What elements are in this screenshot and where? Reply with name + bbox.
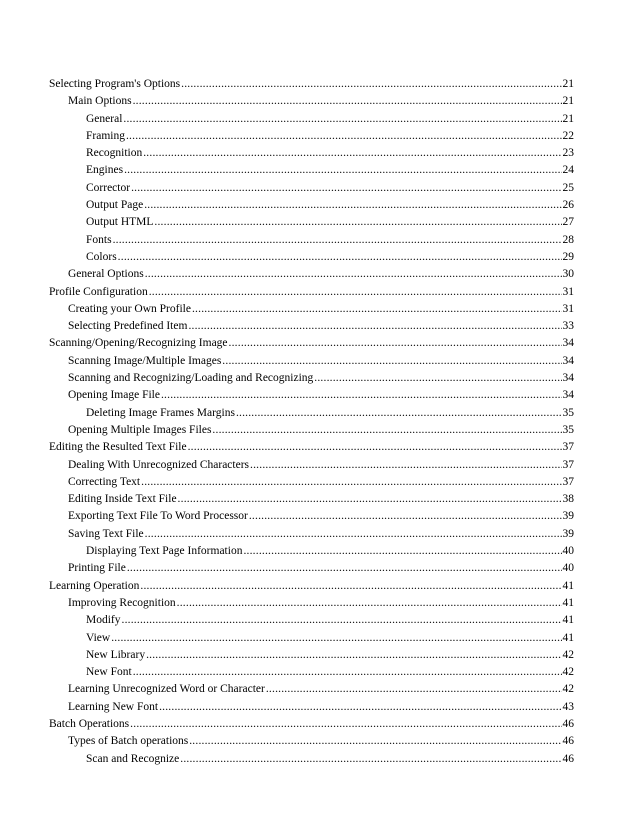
- toc-entry-title: Selecting Program's Options: [49, 78, 181, 90]
- toc-entry-page-number: 46: [562, 717, 574, 730]
- toc-entry-page-number: 31: [562, 302, 574, 315]
- toc-entry: [49, 612, 574, 629]
- toc-entry-title: Learning Unrecognized Word or Character: [68, 683, 265, 696]
- toc-entry-title: Framing: [86, 129, 125, 142]
- toc-entry-page-number: 21: [562, 78, 574, 90]
- toc-entry-page-number: 41: [562, 596, 574, 609]
- toc-dot-leader: [118, 249, 562, 266]
- toc-entry-page-number: 41: [562, 614, 574, 627]
- toc-dot-leader: [127, 560, 562, 577]
- toc-entry: [49, 578, 574, 595]
- toc-entry: [49, 491, 574, 508]
- toc-entry: [49, 76, 574, 93]
- toc-entry-page-number: 25: [562, 181, 574, 194]
- toc-entry-page-number: 30: [562, 268, 574, 281]
- toc-entry-page-number: 34: [562, 354, 574, 367]
- toc-entry-title: Exporting Text File To Word Processor: [68, 510, 248, 523]
- toc-entry-page-number: 35: [562, 423, 574, 436]
- toc-dot-leader: [131, 180, 561, 197]
- toc-dot-leader: [192, 301, 562, 318]
- toc-entry-page-number: 26: [562, 199, 574, 212]
- toc-entry-title: General: [86, 112, 123, 125]
- toc-entry-title: New Font: [86, 666, 132, 679]
- toc-entry: [49, 422, 574, 439]
- toc-entry: [49, 595, 574, 612]
- toc-entry: [49, 630, 574, 647]
- toc-entry-title: General Options: [68, 268, 144, 281]
- toc-dot-leader: [146, 647, 561, 664]
- toc-dot-leader: [188, 318, 561, 335]
- toc-entry-title: Printing File: [68, 562, 126, 575]
- toc-entry-page-number: 46: [562, 752, 574, 765]
- toc-dot-leader: [180, 751, 561, 768]
- toc-dot-leader: [177, 595, 562, 612]
- toc-entry: [49, 405, 574, 422]
- toc-entry-page-number: 23: [562, 147, 574, 160]
- toc-dot-leader: [143, 145, 561, 162]
- toc-entry: [49, 301, 574, 318]
- toc-entry: [49, 508, 574, 525]
- toc-entry-title: Output HTML: [86, 216, 154, 229]
- toc-dot-leader: [249, 508, 562, 525]
- toc-entry-page-number: 24: [562, 164, 574, 177]
- toc-entry-title: Batch Operations: [49, 717, 130, 730]
- toc-entry-page-number: 34: [562, 372, 574, 385]
- toc-entry: [49, 387, 574, 404]
- toc-entry-page-number: 33: [562, 320, 574, 333]
- toc-dot-leader: [124, 162, 561, 179]
- toc-entry-page-number: 46: [562, 735, 574, 748]
- toc-entry: [49, 733, 574, 750]
- toc-dot-leader: [181, 76, 561, 93]
- toc-entry-page-number: 28: [562, 233, 574, 246]
- toc-entry-page-number: 27: [562, 216, 574, 229]
- toc-entry-title: Engines: [86, 164, 124, 177]
- toc-entry-title: Modify: [86, 614, 121, 627]
- toc-entry-title: Scanning/Opening/Recognizing Image: [49, 337, 228, 350]
- toc-dot-leader: [266, 681, 562, 698]
- toc-entry-page-number: 42: [562, 683, 574, 696]
- toc-entry: [49, 335, 574, 352]
- toc-entry-title: Corrector: [86, 181, 131, 194]
- toc-entry: [49, 439, 574, 456]
- toc-entry-title: Fonts: [86, 233, 112, 246]
- toc-dot-leader: [144, 197, 561, 214]
- toc-dot-leader: [188, 439, 562, 456]
- toc-entry: [49, 197, 574, 214]
- toc-dot-leader: [123, 111, 561, 128]
- toc-entry-title: Learning Operation: [49, 579, 140, 592]
- toc-entry-page-number: 40: [562, 545, 574, 558]
- toc-dot-leader: [222, 353, 561, 370]
- toc-entry: [49, 716, 574, 733]
- toc-entry: [49, 353, 574, 370]
- toc-entry: [49, 232, 574, 249]
- toc-entry: [49, 111, 574, 128]
- toc-entry-page-number: 35: [562, 406, 574, 419]
- toc-dot-leader: [236, 405, 562, 422]
- toc-dot-leader: [133, 664, 562, 681]
- toc-entry: [49, 249, 574, 266]
- toc-entry-title: Selecting Predefined Item: [68, 320, 188, 333]
- toc-entry: [49, 128, 574, 145]
- toc-entry: [49, 457, 574, 474]
- toc-entry: [49, 284, 574, 301]
- toc-entry-title: View: [86, 631, 111, 644]
- toc-entry: [49, 647, 574, 664]
- toc-entry: [49, 93, 574, 110]
- toc-dot-leader: [122, 612, 562, 629]
- toc-entry-title: Editing Inside Text File: [68, 493, 177, 506]
- toc-entry: [49, 560, 574, 577]
- toc-entry-page-number: 39: [562, 510, 574, 523]
- toc-dot-leader: [130, 716, 561, 733]
- toc-dot-leader: [161, 387, 562, 404]
- toc-entry-page-number: 38: [562, 493, 574, 506]
- toc-entry-page-number: 40: [562, 562, 574, 575]
- toc-entry-page-number: 42: [562, 648, 574, 661]
- toc-dot-leader: [111, 630, 561, 647]
- toc-entry-title: Opening Image File: [68, 389, 160, 402]
- toc-entry-title: Editing the Resulted Text File: [49, 441, 187, 454]
- toc-entry: [49, 214, 574, 231]
- toc-entry-title: Deleting Image Frames Margins: [86, 406, 235, 419]
- toc-entry: [49, 751, 574, 768]
- toc-dot-leader: [154, 214, 561, 231]
- toc-entry-title: Scanning Image/Multiple Images: [68, 354, 222, 367]
- toc-entry-page-number: 34: [562, 337, 574, 350]
- toc-entry-page-number: 37: [562, 458, 574, 471]
- toc-entry: [49, 474, 574, 491]
- toc-entry: [49, 526, 574, 543]
- toc-entry-page-number: 34: [562, 389, 574, 402]
- toc-entry: [49, 266, 574, 283]
- toc-entry-title: Opening Multiple Images Files: [68, 423, 212, 436]
- toc-dot-leader: [133, 93, 562, 110]
- toc-entry-page-number: 43: [562, 700, 574, 713]
- toc-entry: [49, 681, 574, 698]
- toc-dot-leader: [145, 266, 562, 283]
- toc-entry-page-number: 42: [562, 666, 574, 679]
- toc-entry: [49, 543, 574, 560]
- toc-entry-page-number: 31: [562, 285, 574, 298]
- toc-entry-title: Colors: [86, 250, 117, 263]
- toc-entry-page-number: 37: [562, 475, 574, 488]
- toc-entry-title: Main Options: [68, 95, 132, 108]
- toc-dot-leader: [126, 128, 562, 145]
- table-of-contents: [49, 76, 574, 768]
- toc-entry-title: Improving Recognition: [68, 596, 176, 609]
- toc-dot-leader: [229, 335, 562, 352]
- toc-dot-leader: [113, 232, 562, 249]
- toc-dot-leader: [189, 733, 561, 750]
- toc-entry: [49, 318, 574, 335]
- toc-dot-leader: [314, 370, 561, 387]
- toc-entry: [49, 699, 574, 716]
- toc-entry-title: Profile Configuration: [49, 285, 148, 298]
- toc-entry-title: Scan and Recognize: [86, 752, 180, 765]
- toc-dot-leader: [159, 699, 561, 716]
- toc-entry-title: New Library: [86, 648, 146, 661]
- toc-entry-title: Types of Batch operations: [68, 735, 189, 748]
- toc-entry-title: Creating your Own Profile: [68, 302, 191, 315]
- toc-entry-title: Learning New Font: [68, 700, 159, 713]
- toc-entry-page-number: 22: [562, 129, 574, 142]
- toc-entry-page-number: 41: [562, 631, 574, 644]
- toc-entry-title: Correcting Text: [68, 475, 141, 488]
- toc-dot-leader: [243, 543, 561, 560]
- toc-dot-leader: [178, 491, 562, 508]
- toc-entry-title: Saving Text File: [68, 527, 144, 540]
- toc-entry-page-number: 39: [562, 527, 574, 540]
- toc-entry-page-number: 29: [562, 250, 574, 263]
- toc-entry: [49, 664, 574, 681]
- toc-entry-title: Recognition: [86, 147, 143, 160]
- toc-entry-title: Displaying Text Page Information: [86, 545, 243, 558]
- toc-dot-leader: [140, 578, 561, 595]
- toc-dot-leader: [141, 474, 561, 491]
- toc-dot-leader: [212, 422, 561, 439]
- toc-entry: [49, 162, 574, 179]
- toc-entry-page-number: 21: [562, 112, 574, 125]
- toc-entry-page-number: 37: [562, 441, 574, 454]
- toc-entry-title: Output Page: [86, 199, 144, 212]
- toc-dot-leader: [145, 526, 562, 543]
- toc-entry-page-number: 41: [562, 579, 574, 592]
- toc-dot-leader: [250, 457, 561, 474]
- toc-entry: [49, 145, 574, 162]
- toc-entry-title: Scanning and Recognizing/Loading and Recognizing: [68, 372, 314, 385]
- toc-dot-leader: [149, 284, 562, 301]
- toc-entry: [49, 180, 574, 197]
- toc-entry: [49, 370, 574, 387]
- toc-entry-page-number: 21: [562, 95, 574, 108]
- toc-entry-title: Dealing With Unrecognized Characters: [68, 458, 250, 471]
